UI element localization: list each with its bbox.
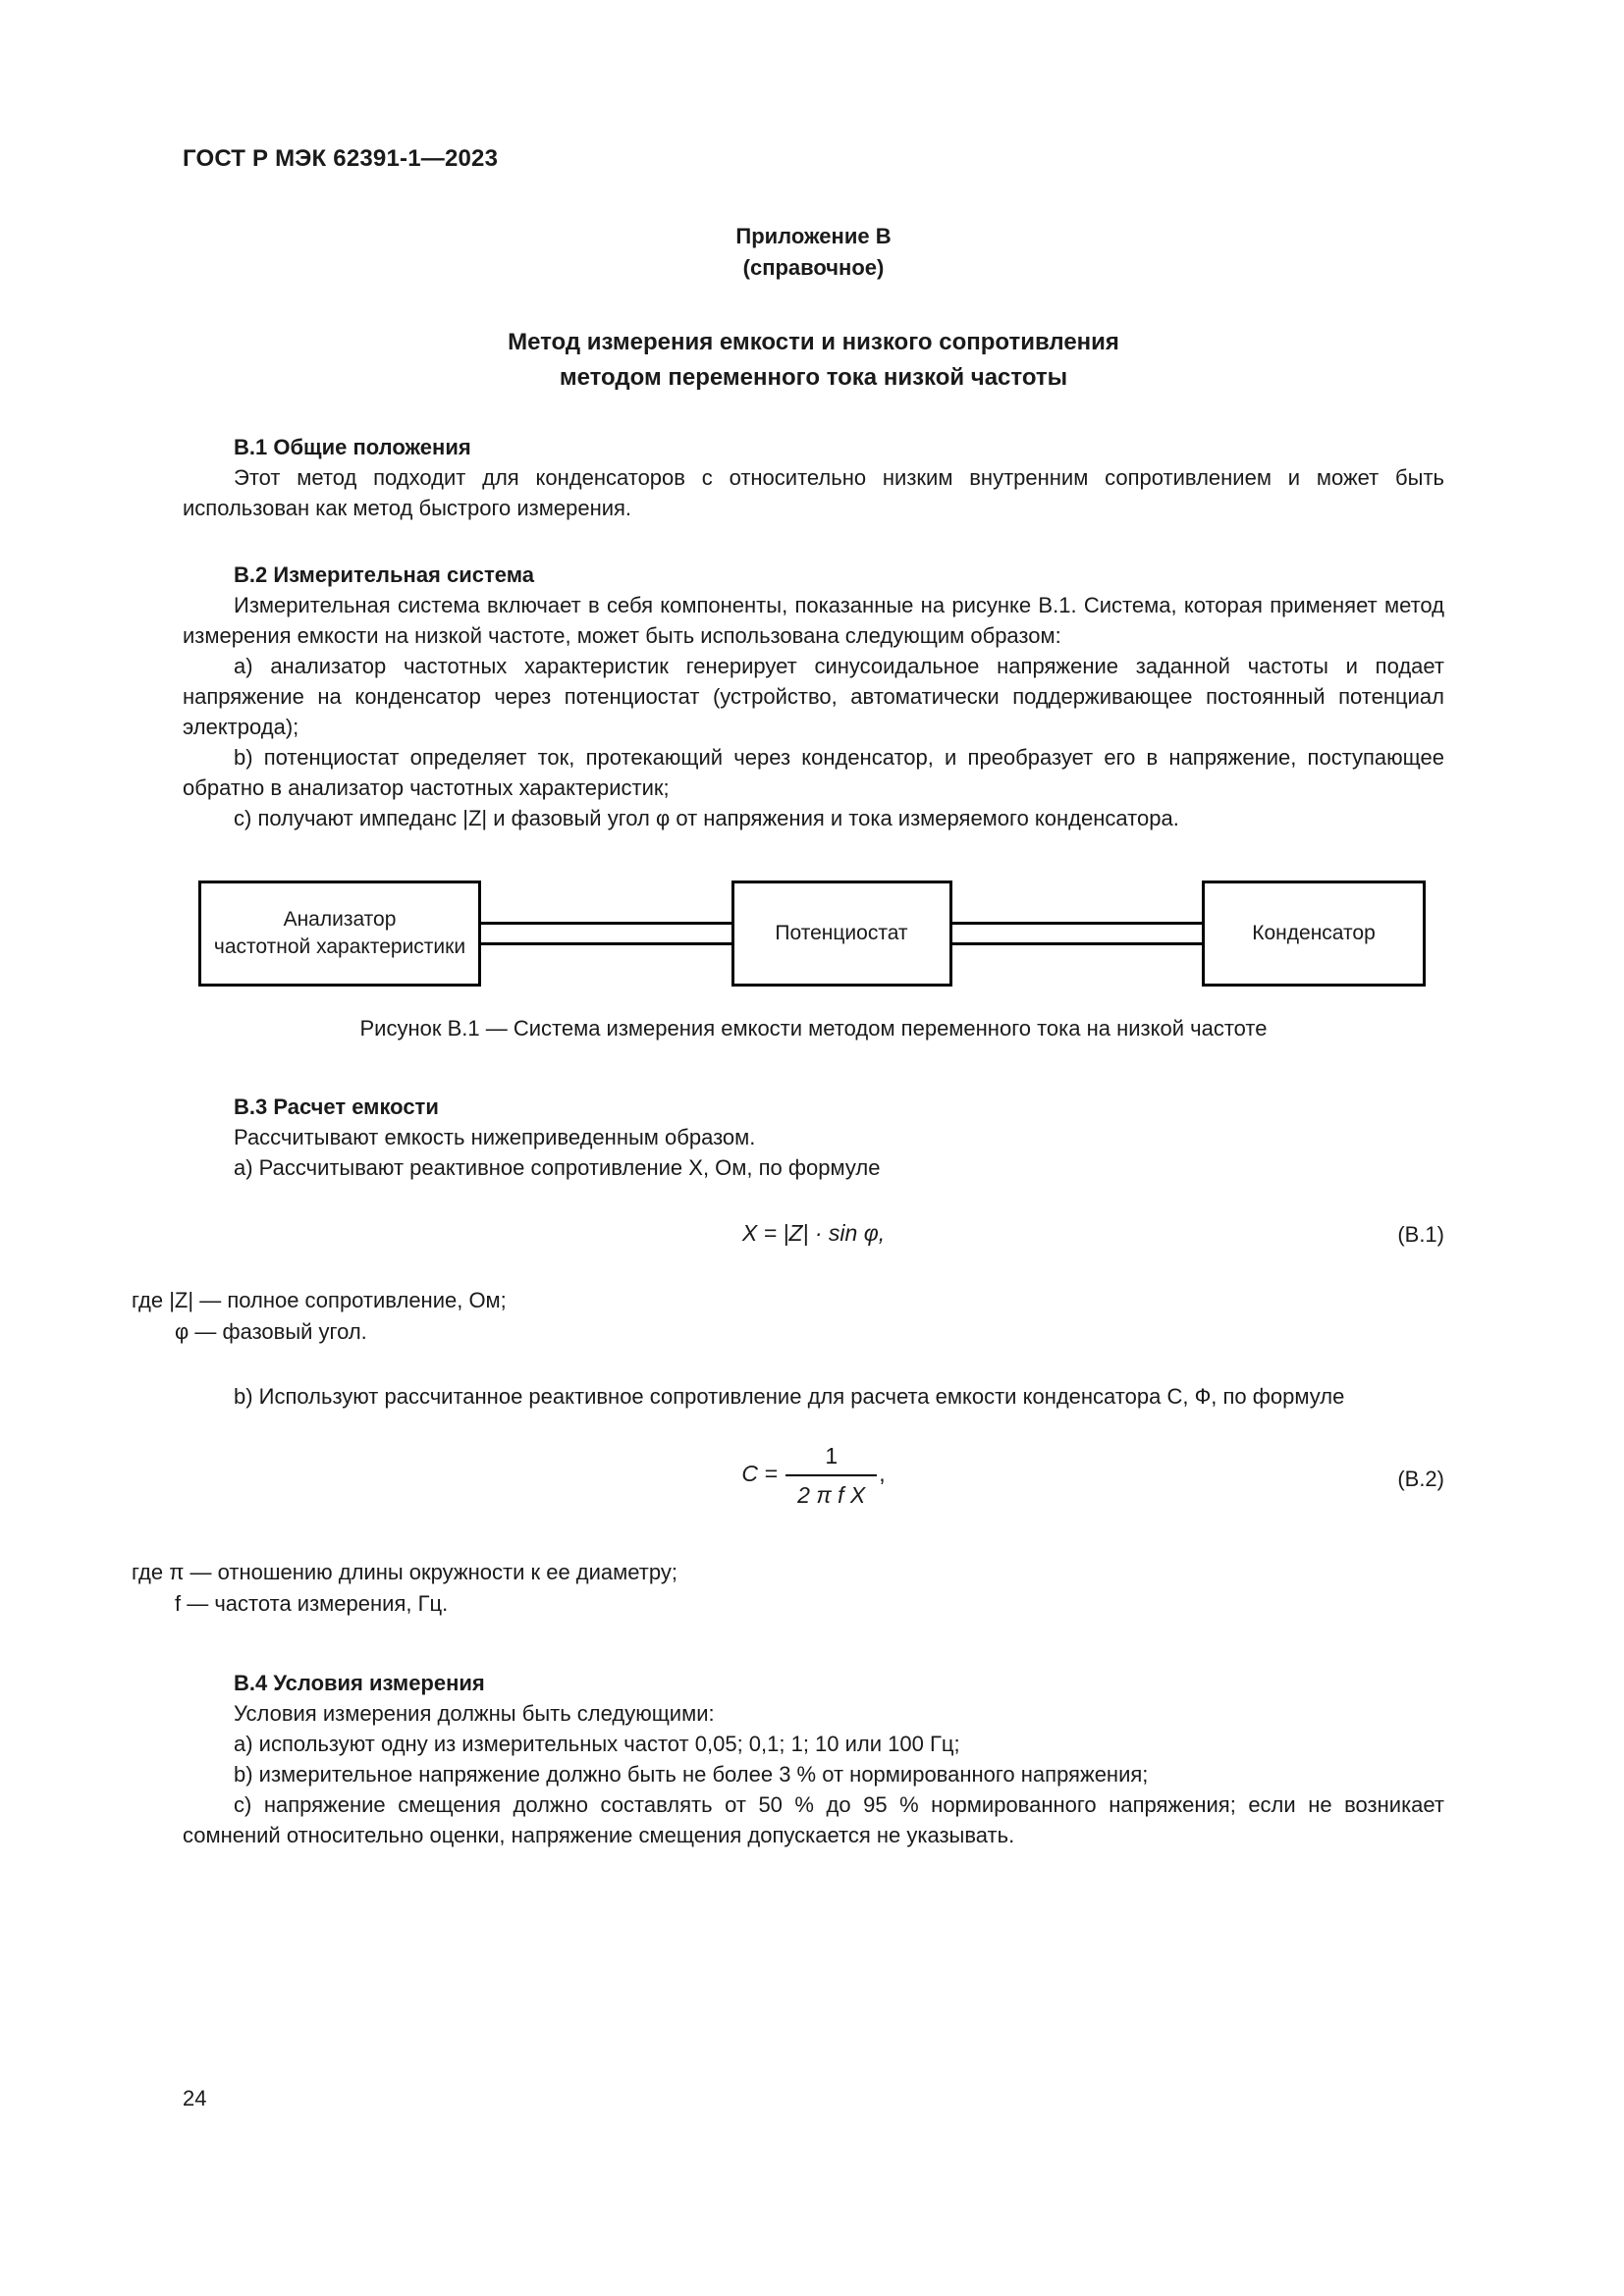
diagram-connector-left — [481, 922, 731, 945]
section-b4-item-a: a) используют одну из измерительных частот 0,05; 0,1; 1; 10 или 100 Гц; — [234, 1732, 960, 1756]
formula-b1-definition-z: где |Z| — полное сопротивление, Ом; — [132, 1288, 507, 1312]
annex-label: Приложение В — [735, 224, 892, 248]
figure-b1-caption: Рисунок В.1 — Система измерения емкости методом переменного тока на низкой частоте — [359, 1016, 1268, 1041]
annex-title-line-2: методом переменного тока низкой частоты — [559, 364, 1068, 391]
section-b2-intro: Измерительная система включает в себя компоненты, показанные на рисунке В.1. Система, которая применяет метод измерения емкости на низкой частоте, может быть использована следующим образом: — [183, 593, 1444, 648]
annex-title-line-1: Метод измерения емкости и низкого сопротивления — [508, 329, 1119, 355]
page-number: 24 — [183, 2086, 207, 2110]
formula-b2-definition-pi: где π — отношению длины окружности к ее диаметру; — [132, 1560, 677, 1584]
section-heading-b4: B.4 Условия измерения — [234, 1671, 485, 1695]
diagram-box-potentiostat-label: Потенциостат — [775, 922, 908, 944]
section-b3-item-a: a) Рассчитывают реактивное сопротивление X, Ом, по формуле — [234, 1155, 881, 1180]
diagram-connector-right — [952, 922, 1203, 945]
section-b4-item-b: b) измерительное напряжение должно быть не более 3 % от нормированного напряжения; — [234, 1762, 1149, 1787]
formula-b1-row — [183, 1216, 1444, 1259]
section-b2-item-b: b) потенциостат определяет ток, протекающий через конденсатор, и преобразует его в напряжение, поступающее обратно в анализатор частотных характеристик; — [183, 745, 1444, 800]
diagram-box-analyzer-line1: Анализатор — [283, 908, 397, 931]
section-heading-b3: B.3 Расчет емкости — [234, 1095, 439, 1119]
formula-b1-number: (B.1) — [1397, 1222, 1444, 1247]
section-b1-paragraph: Этот метод подходит для конденсаторов с относительно низким внутренним сопротивлением и может быть использован как метод быстрого измерения. — [183, 465, 1444, 520]
diagram-box-potentiostat — [731, 881, 952, 987]
formula-b2-fraction — [785, 1439, 877, 1512]
formula-b2-lhs: C = — [741, 1461, 778, 1487]
formula-b1-expression: X = |Z| · sin φ, — [741, 1220, 886, 1246]
formula-b2-definition-f: f — частота измерения, Гц. — [175, 1591, 449, 1616]
section-b3-intro: Рассчитывают емкость нижеприведенным образом. — [234, 1125, 756, 1149]
formula-b1-definition-phi: φ — фазовый угол. — [175, 1319, 367, 1344]
formula-b2-definitions — [132, 1557, 1444, 1620]
formula-b2-row — [183, 1439, 1444, 1523]
diagram-box-analyzer — [198, 881, 481, 987]
page-content — [132, 221, 1444, 1850]
formula-b2-denominator: 2 π f X — [797, 1482, 866, 1508]
section-b4-intro: Условия измерения должны быть следующими: — [234, 1701, 715, 1726]
formula-b2-expression — [183, 1439, 1444, 1512]
diagram-box-capacitor-label: Конденсатор — [1252, 922, 1376, 944]
figure-b1-diagram — [198, 881, 1426, 987]
section-b3-item-b: b) Используют рассчитанное реактивное сопротивление для расчета емкости конденсатора C, Ф, по формуле — [234, 1384, 1345, 1409]
formula-b1-definitions — [132, 1285, 1444, 1348]
running-header-standard-id: ГОСТ Р МЭК 62391-1—2023 — [183, 145, 499, 172]
annex-kind: (справочное) — [742, 255, 885, 280]
figure-b1 — [183, 881, 1444, 1055]
section-heading-b2: B.2 Измерительная система — [234, 562, 534, 587]
formula-b2-number: (B.2) — [1397, 1467, 1444, 1491]
diagram-box-analyzer-line2: частотной характеристики — [213, 935, 466, 958]
section-b2-item-c: c) получают импеданс |Z| и фазовый угол φ от напряжения и тока измеряемого конденсатора. — [234, 806, 1179, 830]
formula-b2-numerator: 1 — [785, 1439, 877, 1476]
section-heading-b1: B.1 Общие положения — [234, 435, 471, 459]
section-b4-item-c: c) напряжение смещения должно составлять от 50 % до 95 % нормированного напряжения; если не возникает сомнений относительно оценки, напряжение смещения допускается не указывать. — [183, 1792, 1444, 1847]
section-b2-item-a: a) анализатор частотных характеристик генерирует синусоидальное напряжение заданной частоты и подает напряжение на конденсатор через потенциостат (устройство, автоматически поддерживающее постоянный потенциал электрода); — [183, 654, 1444, 739]
formula-b2-comma: , — [879, 1461, 886, 1487]
diagram-box-capacitor — [1202, 881, 1426, 987]
